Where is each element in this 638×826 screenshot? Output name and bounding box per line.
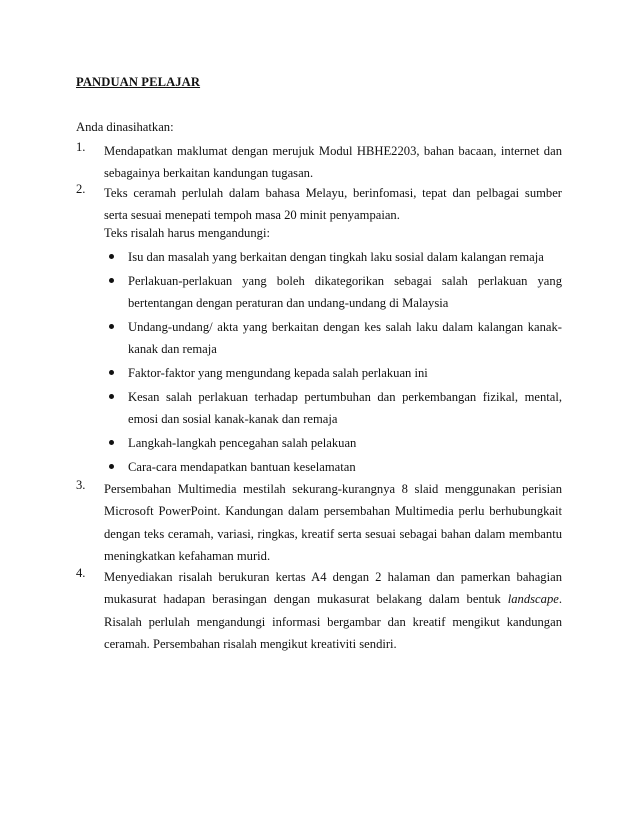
intro-text: Anda dinasihatkan: [76, 120, 174, 134]
bullet-item [104, 386, 562, 431]
list-item-number: 3. [76, 478, 86, 492]
list-item-1 [76, 140, 562, 185]
bullet-text: Langkah-langkah pencegahan salah pelakuan [128, 436, 357, 451]
bullet-icon [109, 370, 114, 375]
bullet-text: Kesan salah perlakuan terhadap pertumbuhan dan perkembangan fizikal, mental, emosi dan sosial kanak-kanak dan remaja [128, 390, 562, 427]
bullet-item [104, 362, 562, 384]
bullet-item [104, 456, 562, 478]
bullet-item [104, 316, 562, 361]
list-item-text: Persembahan Multimedia mestilah sekurang-kurangnya 8 slaid menggunakan perisian Microsoft PowerPoint. Kandungan dalam persembahan Multimedia perlu berhubungkait dengan teks ceramah, variasi, ringkas, kreatif serta sesuai sebagai bahan dalam membantu meningkatkan kefahaman murid. [104, 482, 562, 563]
list-item-number: 2. [76, 182, 86, 196]
bullet-item [104, 432, 562, 454]
list-item-number: 4. [76, 566, 86, 580]
list-item-text [104, 566, 562, 655]
bullet-item [104, 270, 562, 315]
bullet-list [104, 246, 562, 480]
bullet-text: Faktor-faktor yang mengundang kepada salah perlakuan ini [128, 366, 428, 381]
bullet-icon [109, 464, 114, 469]
list-item-text-part: Menyediakan risalah berukuran kertas A4 dengan 2 halaman dan pamerkan bahagian mukasurat hadapan berasingan dengan mukasurat belakang dalam bentuk [104, 570, 562, 607]
bullet-text: Isu dan masalah yang berkaitan dengan tingkah laku sosial dalam kalangan remaja [128, 250, 544, 264]
bullet-icon [109, 394, 114, 399]
list-item-text-emphasis: landscape [507, 592, 559, 607]
list-item-text: Teks ceramah perlulah dalam bahasa Melayu, berinfomasi, tepat dan pelbagai sumber serta sesuai menepati tempoh masa 20 minit penyampaian. [104, 186, 562, 223]
bullet-icon [109, 324, 114, 329]
list-item-number: 1. [76, 140, 86, 154]
list-item-text: Mendapatkan maklumat dengan merujuk Modul HBHE2203, bahan bacaan, internet dan sebagainya berkaitan kandungan tugasan. [104, 144, 562, 181]
bullet-text: Perlakuan-perlakuan yang boleh dikategorikan sebagai salah perlakuan yang bertentangan dengan peraturan dan undang-undang di Malaysia [128, 273, 562, 311]
list-item-3 [76, 478, 562, 567]
list-item-text-part: . Risalah perlulah mengandungi informasi bergambar dan kreatif mengikut kandungan ceramah. Persembahan risalah mengikut kreativiti sendiri. [104, 592, 562, 651]
bullet-item [104, 246, 562, 268]
bullet-icon [109, 278, 114, 283]
bullet-icon [109, 440, 114, 445]
list-item-2 [76, 182, 562, 227]
document-title: PANDUAN PELAJAR [76, 75, 201, 89]
sublist-lead-text: Teks risalah harus mengandungi: [104, 226, 270, 240]
bullet-text: Undang-undang/ akta yang berkaitan dengan kes salah laku dalam kalangan kanak-kanak dan remaja [128, 320, 562, 357]
list-item-4 [76, 566, 562, 655]
bullet-icon [109, 254, 114, 259]
bullet-text: Cara-cara mendapatkan bantuan keselamatan [128, 460, 356, 475]
